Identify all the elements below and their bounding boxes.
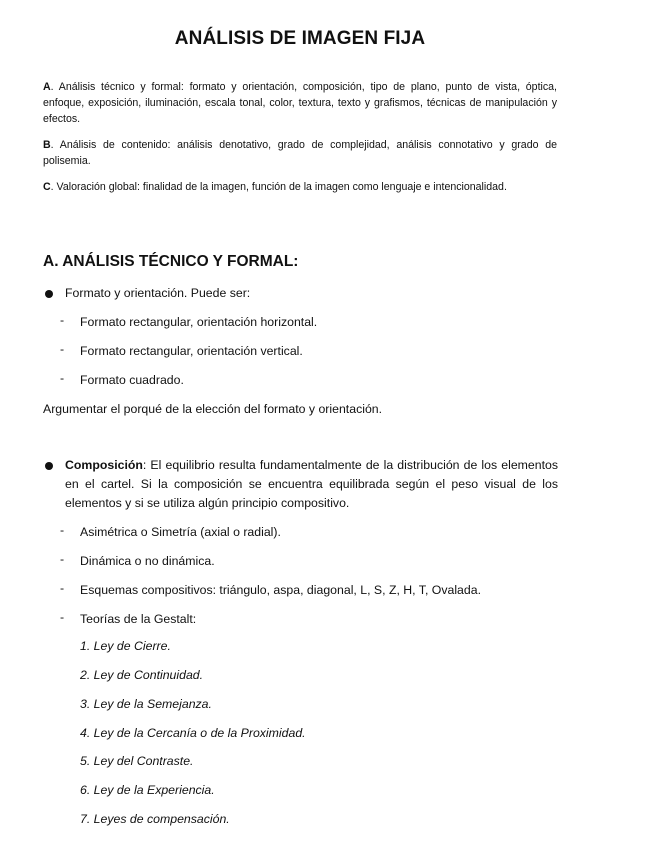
gestalt-item: 1. Ley de Cierre. — [80, 639, 171, 653]
intro-paragraph-c — [43, 179, 557, 195]
gestalt-item: 3. Ley de la Semejanza. — [80, 697, 212, 711]
intro-paragraph-b — [43, 137, 557, 169]
dash-marker: - — [60, 371, 65, 385]
formato-note: Argumentar el porqué de la elección del formato y orientación. — [43, 402, 383, 416]
bullet-dot — [45, 290, 53, 298]
dash-marker: - — [60, 523, 65, 537]
intro-letter: B — [43, 139, 51, 151]
intro-text: . Valoración global: finalidad de la imagen, función de la imagen como lenguaje e intencionalidad. — [50, 181, 507, 193]
list-item: Formato rectangular, orientación horizontal. — [80, 315, 318, 329]
gestalt-item: 2. Ley de Continuidad. — [80, 668, 204, 682]
intro-letter: C — [43, 181, 51, 193]
intro-text: . Análisis de contenido: análisis denotativo, grado de complejidad, análisis connotativo y grado de polisemia. — [43, 139, 557, 167]
intro-letter: A — [43, 81, 51, 93]
composicion-label: Composición — [65, 458, 143, 472]
list-item: Teorías de la Gestalt: — [80, 612, 197, 626]
gestalt-item: 7. Leyes de compensación. — [80, 812, 230, 826]
list-item: Formato cuadrado. — [80, 373, 184, 387]
dash-marker: - — [60, 552, 65, 566]
gestalt-item: 4. Ley de la Cercanía o de la Proximidad. — [80, 726, 306, 740]
section-heading: A. ANÁLISIS TÉCNICO Y FORMAL: — [43, 253, 299, 270]
gestalt-item: 6. Ley de la Experiencia. — [80, 783, 215, 797]
dash-marker: - — [60, 313, 65, 327]
list-item: Asimétrica o Simetría (axial o radial). — [80, 525, 281, 539]
list-item: Formato rectangular, orientación vertical. — [80, 344, 303, 358]
list-item: Esquemas compositivos: triángulo, aspa, diagonal, L, S, Z, H, T, Ovalada. — [80, 583, 481, 597]
dash-marker: - — [60, 342, 65, 356]
dash-marker: - — [60, 610, 65, 624]
bullet-composicion — [65, 456, 558, 513]
bullet-dot — [45, 462, 53, 470]
dash-marker: - — [60, 581, 65, 595]
intro-text: . Análisis técnico y formal: formato y orientación, composición, tipo de plano, punto de vista, óptica, enfoque, exposición, iluminación, escala tonal, color, textura, texto y grafismos, técnicas de manipulación y efectos. — [43, 81, 557, 125]
page-title: ANÁLISIS DE IMAGEN FIJA — [174, 28, 426, 49]
list-item: Dinámica o no dinámica. — [80, 554, 215, 568]
gestalt-item: 5. Ley del Contraste. — [80, 754, 194, 768]
intro-paragraph-a — [43, 79, 557, 127]
composicion-text: : El equilibrio resulta fundamentalmente de la distribución de los elementos en el cartel. Si la composición se encuentra equilibrada según el peso visual de los elementos y si se utiliza algún principio compositivo. — [65, 458, 558, 510]
bullet-formato: Formato y orientación. Puede ser: — [65, 286, 251, 300]
